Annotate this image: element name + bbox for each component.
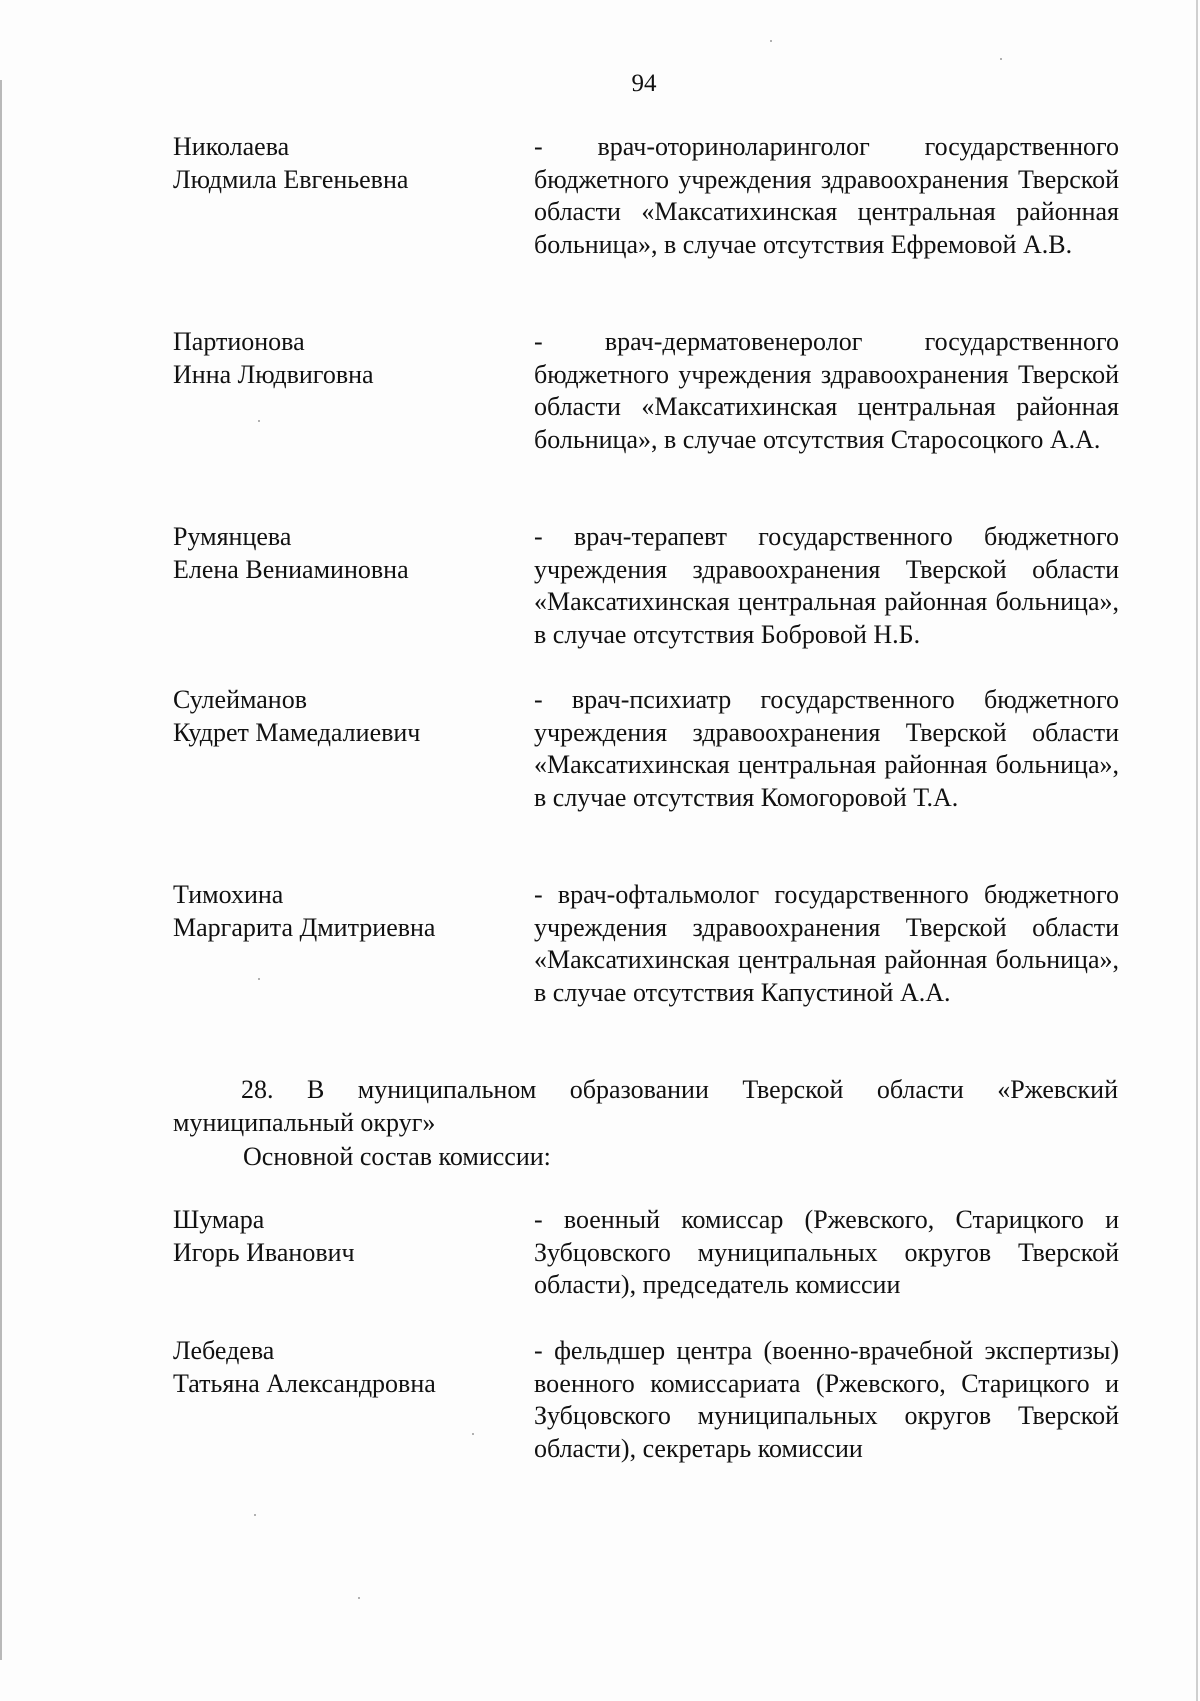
scan-edge-left <box>0 80 2 1660</box>
member-role: - врач-психиатр государственного бюджетного учреждения здравоохранения Тверской области «Максатихинская центральная районная больница», в случае отсутствия Комогоровой Т.А. <box>534 685 1119 813</box>
member-given-names: Инна Людвиговна <box>173 359 374 389</box>
member-name <box>173 131 513 196</box>
scan-speck <box>770 40 772 42</box>
scan-speck <box>472 1433 474 1435</box>
member-given-names: Елена Вениаминовна <box>173 554 409 584</box>
scan-speck <box>258 420 260 422</box>
member-name <box>173 684 513 749</box>
scan-edge-right <box>1196 0 1198 1701</box>
member-role: - врач-офтальмолог государственного бюджетного учреждения здравоохранения Тверской области «Максатихинская центральная районная больница», в случае отсутствия Капустиной А.А. <box>534 880 1119 1008</box>
member-role: - фельдшер центра (военно-врачебной экспертизы) военного комиссариата (Ржевского, Старицкого и Зубцовского муниципальных округов Тверской области), секретарь комиссии <box>534 1336 1119 1464</box>
member-role: - врач-дерматовенеролог государственного бюджетного учреждения здравоохранения Тверской области «Максатихинская центральная районная больница», в случае отсутствия Старосоцкого А.А. <box>534 327 1119 455</box>
section-heading: 28. В муниципальном образовании Тверской области «Ржевский муниципальный округ» <box>173 1075 1118 1137</box>
member-name <box>173 326 513 391</box>
member-role: - врач-оториноларинголог государственного бюджетного учреждения здравоохранения Тверской области «Максатихинская центральная районная больница», в случае отсутствия Ефремовой А.В. <box>534 132 1119 260</box>
scan-speck <box>254 1514 256 1516</box>
scan-speck <box>1000 58 1002 60</box>
scan-speck <box>358 1597 360 1599</box>
member-role: - военный комиссар (Ржевского, Старицкого и Зубцовского муниципальных округов Тверской области), председатель комиссии <box>534 1205 1119 1300</box>
member-surname: Лебедева <box>173 1336 275 1365</box>
member-surname: Румянцева <box>173 522 292 551</box>
member-name <box>173 1335 513 1400</box>
scan-speck <box>258 978 260 980</box>
section-subheading: Основной состав комиссии: <box>243 1142 551 1171</box>
member-surname: Сулейманов <box>173 685 307 714</box>
member-surname: Николаева <box>173 132 290 161</box>
member-given-names: Игорь Иванович <box>173 1237 355 1267</box>
member-name <box>173 1204 513 1269</box>
member-given-names: Людмила Евгеньевна <box>173 164 409 194</box>
member-role: - врач-терапевт государственного бюджетного учреждения здравоохранения Тверской области «Максатихинская центральная районная больница», в случае отсутствия Бобровой Н.Б. <box>534 522 1119 650</box>
member-name <box>173 879 513 944</box>
member-surname: Тимохина <box>173 880 284 909</box>
member-given-names: Кудрет Мамедалиевич <box>173 717 421 747</box>
page-number: 94 <box>631 70 657 97</box>
member-surname: Партионова <box>173 327 305 356</box>
member-name <box>173 521 513 586</box>
member-given-names: Татьяна Александровна <box>173 1368 436 1398</box>
member-given-names: Маргарита Дмитриевна <box>173 912 436 942</box>
member-surname: Шумара <box>173 1205 265 1234</box>
